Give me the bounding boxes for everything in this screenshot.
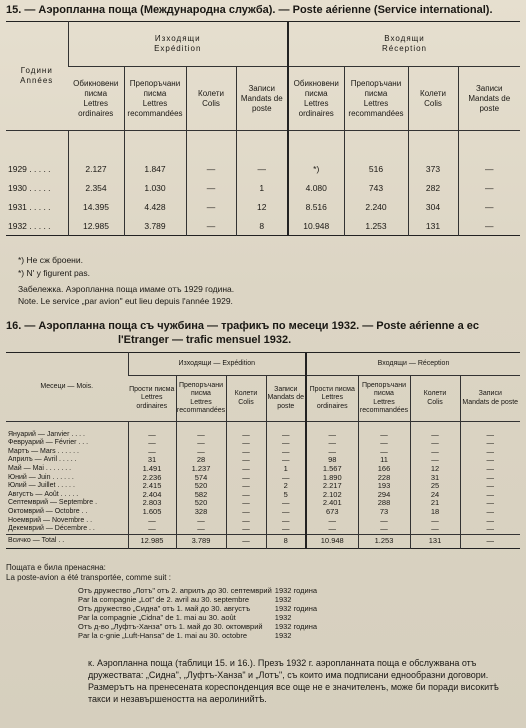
note-bg: Забележка. Аэропланна поща имаме отъ 1929 година.	[18, 284, 235, 294]
table-row: Априлъ — Avril . . . . . 31 28 — — 98 11 — —	[6, 456, 520, 465]
table-row: Августъ — Août . . . . . 2.404 582 — 5 2.102 294 24 —	[6, 491, 520, 500]
table15	[6, 21, 520, 236]
col-header: Колети Colis	[408, 67, 458, 131]
table-row: 1929 . . . . . 2.127 1.847 — — *) 516 373 —	[6, 159, 520, 178]
route-item: Par la c-gnie „Luft-Hansa" de 1. mai au 30. octobre 1932	[78, 631, 292, 640]
carried-fr: La poste-avion a été transportée, comme suit :	[6, 573, 171, 582]
table-row: Февруарий — Février . . . — — — — — — — —	[6, 439, 520, 448]
carried-bg: Пощата е била пренасяна:	[6, 563, 106, 572]
table-row: Декемврий — Décembre . . — — — — — — — —	[6, 525, 520, 534]
expedition-header: Изходящи — Expédition	[128, 353, 306, 376]
footer-paragraph: к. Аэропланна поща (таблици 15. и 16.). Презъ 1932 г. аэропланната поща е обслужвана отъ дружествата: „Сидна", „Луфтъ-Ханза" и „Лотъ", съ които има подписани еднообразни договори. Размерътъ на пренесената кореспонденция все още не е значителенъ, може би поради високитѣ такси и незавършеността на аеролинийтѣ.	[88, 658, 499, 704]
table-row: Януарий — Janvier . . . . — — — — — — — —	[6, 431, 520, 440]
table16-title-line2: l'Etranger — trafic mensuel 1932.	[118, 334, 292, 346]
col-header: Записи Mandats de poste	[236, 67, 288, 131]
table-row: Юний — Juin . . . . . . 2.236 574 — — 1.890 228 31 —	[6, 474, 520, 483]
route-item: Отъ дружество „Лотъ" отъ 2. априлъ до 30. септемврий 1932 година	[78, 586, 318, 595]
table-row: Юлий — Juillet . . . . . 2.415 520 — 2 2.217 193 25 —	[6, 482, 520, 491]
table15-title: 15. — Аэропланна поща (Международна служба). — Poste aérienne (Service international).	[6, 4, 493, 16]
total-row: Всичко — Total . . 12.985 3.789 — 8 10.948 1.253 131 —	[6, 534, 520, 548]
table-row: 1932 . . . . . 12.985 3.789 — 8 10.948 1.253 131 —	[6, 216, 520, 236]
route-item: Par la compagnie „Lot" de 2. avril au 30. septembre 1932	[78, 595, 292, 604]
col-header: Препоръчани писма Lettres recommandées	[358, 376, 410, 422]
expedition-header: Изходящи Expédition	[68, 22, 288, 67]
col-header: Препоръчани писма Lettres recommandées	[344, 67, 408, 131]
years-header: Години Années	[6, 22, 68, 131]
table-row: Мартъ — Mars . . . . . . — — — — — — — —	[6, 448, 520, 457]
table16-title-line1: 16. — Аэропланна поща съ чужбина — трафикъ по месеци 1932. — Poste aérienne a ec	[6, 320, 479, 332]
col-header: Препоръчани писма Lettres recommandées	[176, 376, 226, 422]
col-header: Прости писма Lettres ordinaires	[306, 376, 358, 422]
col-header: Обикновени писма Lettres ordinaires	[68, 67, 124, 131]
table-row: 1931 . . . . . 14.395 4.428 — 12 8.516 2.240 304 —	[6, 197, 520, 216]
col-header: Записи Mandats de poste	[460, 376, 520, 422]
route-item: Отъ дружество „Сидна" отъ 1. май до 30. августъ 1932 година	[78, 604, 318, 613]
note-fr: Note. Le service „par avion" eut lieu depuis l'année 1929.	[18, 296, 233, 306]
reception-header: Входящи Réception	[288, 22, 520, 67]
footnote-bg: *) Не сж броени.	[18, 255, 83, 265]
col-header: Препоръчани писма Lettres recommandées	[124, 67, 186, 131]
table-row: Ноемврий — Novembre . . — — — — — — — —	[6, 517, 520, 526]
col-header: Прости писма Lettres ordinaires	[128, 376, 176, 422]
col-header: Колети Colis	[226, 376, 266, 422]
table-row: Септемврий — Septembre . 2.803 520 — — 2.401 288 21 —	[6, 499, 520, 508]
footnote-fr: *) N' y figurent pas.	[18, 268, 91, 278]
table16	[6, 352, 520, 549]
col-header: Колети Colis	[410, 376, 460, 422]
route-item: Par la compagnie „Cidna" de 1. mai au 30. août 1932	[78, 613, 292, 622]
table-row: Октомврий — Octobre . . 1.605 328 — — 673 73 18 —	[6, 508, 520, 517]
col-header: Колети Colis	[186, 67, 236, 131]
col-header: Обикновени писма Lettres ordinaires	[288, 67, 344, 131]
table-row: 1930 . . . . . 2.354 1.030 — 1 4.080 743 282 —	[6, 178, 520, 197]
table-row: Май — Mai . . . . . . . 1.491 1.237 — 1 1.567 166 12 —	[6, 465, 520, 474]
col-header: Записи Mandats de poste	[266, 376, 306, 422]
routes-list	[78, 586, 320, 640]
route-item: Отъ д-во „Луфтъ-Ханза" отъ 1. май до 30. октомврий 1932 година	[78, 622, 318, 631]
reception-header: Входящи — Réception	[306, 353, 520, 376]
month-header: Месеци — Mois.	[6, 353, 128, 422]
col-header: Записи Mandats de poste	[458, 67, 520, 131]
